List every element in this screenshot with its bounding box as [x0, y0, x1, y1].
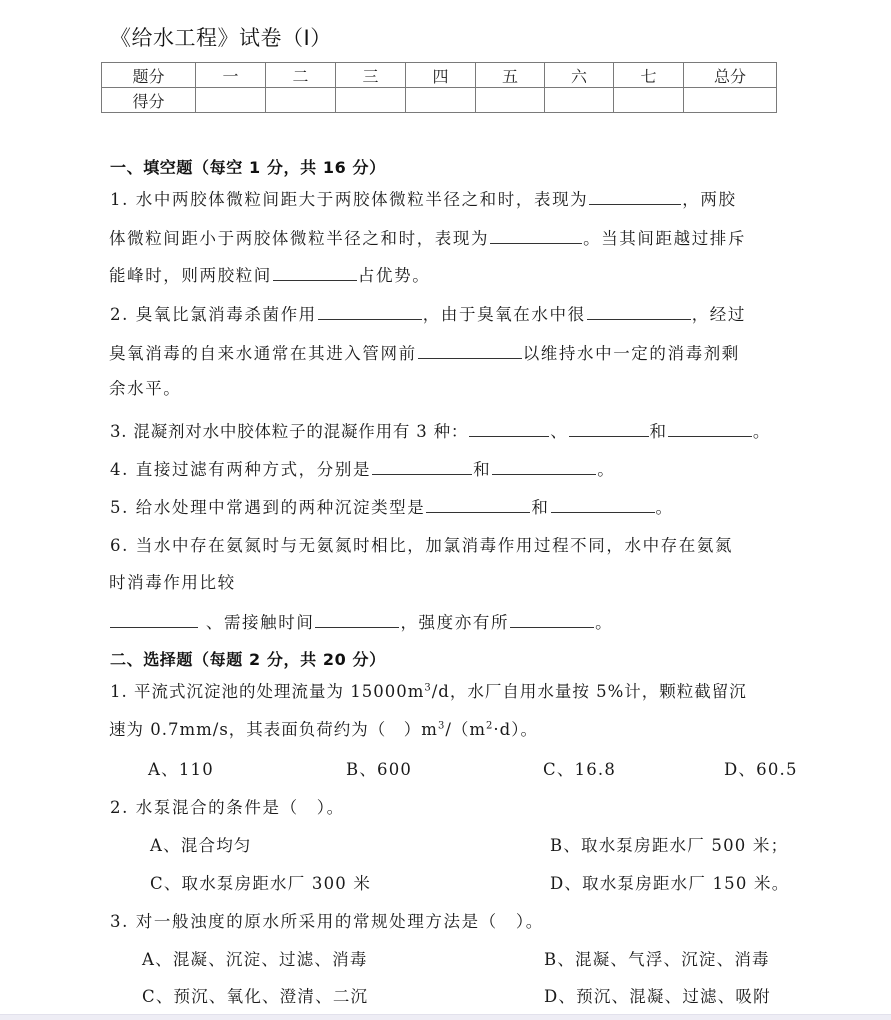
s2-q3-option-b[interactable]: B、混凝、气浮、沉淀、消毒	[544, 950, 770, 969]
score-cell-3[interactable]	[336, 88, 406, 113]
s1-q2-line1	[110, 303, 746, 326]
s1-q2-text: ，由于臭氧在水中很	[422, 305, 586, 324]
s2-q2-option-d[interactable]: D、取水泵房距水厂 150 米。	[550, 874, 790, 893]
s1-q2-text: 2. 臭氧比氯消毒杀菌作用	[110, 305, 317, 324]
s1-q2-line2	[109, 342, 740, 365]
s1-q2-text: 余水平。	[109, 379, 182, 398]
s1-q3	[110, 420, 770, 443]
s1-q1-text: 能峰时，则两胶粒间	[109, 266, 272, 285]
answer-blank[interactable]	[589, 188, 681, 205]
s2-q3-option-c[interactable]: C、预沉、氧化、澄清、二沉	[142, 987, 369, 1006]
answer-blank[interactable]	[510, 611, 594, 628]
header-cell-3: 三	[336, 63, 406, 88]
s1-q2-line3	[109, 378, 181, 400]
s1-q3-text: 。	[752, 422, 771, 441]
s1-q1-text: ，两胶	[682, 190, 737, 209]
answer-blank[interactable]	[315, 611, 399, 628]
s1-q1-text: 。当其间距越过排斥	[583, 229, 747, 248]
score-table-score-row	[102, 88, 777, 113]
s1-q4-text: 。	[597, 460, 616, 479]
bottom-scroll-band	[0, 1014, 891, 1020]
answer-blank[interactable]	[587, 303, 691, 320]
score-cell-total[interactable]	[684, 88, 777, 113]
score-table-header-row	[102, 63, 777, 88]
s2-q1-line1	[110, 681, 747, 703]
s1-q5-text: 和	[531, 498, 550, 517]
s2-q1-option-a[interactable]: A、110	[148, 760, 214, 779]
s1-q1-line2	[109, 227, 746, 250]
s1-q1-text: 体微粒间距小于两胶体微粒半径之和时，表现为	[109, 229, 490, 248]
s2-q1-line2	[109, 719, 538, 741]
s1-q5-text: 5. 给水处理中常遇到的两种沉淀类型是	[110, 498, 426, 517]
s1-q6-text: 6. 当水中存在氨氮时与无氨氮时相比，加氯消毒作用过程不同，水中存在氨氮	[110, 536, 734, 555]
s2-q2-stem: 2. 水泵混合的条件是（ ）。	[110, 798, 345, 817]
s1-q4-text: 和	[473, 460, 492, 479]
s1-q2-text: 臭氧消毒的自来水通常在其进入管网前	[109, 344, 417, 363]
s2-q1-text: 速为 0.7mm/s，其表面负荷约为（ ）m	[109, 720, 438, 739]
superscript: 3	[437, 720, 446, 732]
s2-q3-option-d[interactable]: D、预沉、混凝、过滤、吸附	[544, 987, 771, 1006]
answer-blank[interactable]	[492, 458, 596, 475]
score-cell-4[interactable]	[406, 88, 476, 113]
score-cell-6[interactable]	[545, 88, 614, 113]
s2-q1-text: ·d）。	[493, 720, 538, 739]
s2-q1-text: /d，水厂自用水量按 5%计，颗粒截留沉	[431, 682, 747, 701]
s2-q2-option-b[interactable]: B、取水泵房距水厂 500 米；	[550, 836, 789, 855]
header-cell-4: 四	[406, 63, 476, 88]
answer-blank[interactable]	[668, 420, 752, 437]
header-cell-total: 总分	[684, 63, 777, 88]
superscript: 3	[424, 682, 432, 694]
section2-heading: 二、选择题（每题 2 分，共 20 分）	[110, 650, 386, 669]
s2-q1-option-d[interactable]: D、60.5	[724, 760, 798, 779]
s1-q5	[110, 496, 674, 519]
s1-q1-text: 占优势。	[357, 266, 431, 285]
header-cell-6: 六	[545, 63, 614, 88]
header-cell-1: 一	[196, 63, 266, 88]
answer-blank[interactable]	[569, 420, 649, 437]
s2-q2-option-c[interactable]: C、取水泵房距水厂 300 米	[150, 874, 372, 893]
score-cell-5[interactable]	[476, 88, 545, 113]
s1-q1-text: 1. 水中两胶体微粒间距大于两胶体微粒半径之和时，表现为	[110, 190, 589, 209]
s2-q1-option-c[interactable]: C、16.8	[543, 760, 617, 779]
answer-blank[interactable]	[426, 496, 530, 513]
s1-q6-text: ，强度亦有所	[400, 613, 510, 632]
s1-q3-text: 、	[550, 422, 568, 441]
s1-q5-text: 。	[655, 498, 674, 517]
answer-blank[interactable]	[418, 342, 522, 359]
answer-blank[interactable]	[469, 420, 549, 437]
s1-q6-line3	[109, 611, 613, 634]
answer-blank[interactable]	[551, 496, 655, 513]
s2-q1-text: 1. 平流式沉淀池的处理流量为 15000m	[110, 682, 425, 701]
s1-q2-text: 以维持水中一定的消毒剂剩	[522, 344, 740, 363]
header-cell-label: 题分	[102, 63, 196, 88]
s1-q6-text: 时消毒作用比较	[109, 573, 236, 592]
answer-blank[interactable]	[273, 264, 357, 281]
s1-q1-line1	[110, 188, 737, 211]
s1-q6-line2	[109, 572, 236, 594]
s2-q3-stem: 3. 对一般浊度的原水所采用的常规处理方法是（ ）。	[110, 912, 544, 931]
superscript: 2	[486, 720, 494, 732]
answer-blank[interactable]	[490, 227, 582, 244]
score-table	[101, 62, 777, 113]
s1-q2-text: ，经过	[691, 305, 747, 324]
s1-q6-line1	[110, 535, 733, 557]
header-cell-5: 五	[476, 63, 545, 88]
s1-q3-text: 和	[649, 422, 667, 441]
score-cell-1[interactable]	[196, 88, 266, 113]
header-cell-2: 二	[266, 63, 336, 88]
answer-blank[interactable]	[318, 303, 422, 320]
answer-blank[interactable]	[110, 611, 198, 628]
s2-q3-option-a[interactable]: A、混凝、沉淀、过滤、消毒	[142, 950, 368, 969]
s2-q1-text: /（m	[445, 720, 487, 739]
s1-q1-line3	[109, 264, 430, 287]
header-cell-7: 七	[614, 63, 684, 88]
s2-q2-option-a[interactable]: A、混合均匀	[150, 836, 252, 855]
answer-blank[interactable]	[372, 458, 472, 475]
score-cell-7[interactable]	[614, 88, 684, 113]
s1-q6-text: 。	[595, 613, 614, 632]
s1-q6-text: 、需接触时间	[199, 613, 315, 632]
score-cell-2[interactable]	[266, 88, 336, 113]
s1-q3-text: 3. 混凝剂对水中胶体粒子的混凝作用有 3 种：	[110, 422, 469, 441]
s2-q1-option-b[interactable]: B、600	[346, 760, 413, 779]
score-row-label: 得分	[102, 88, 196, 113]
section1-heading: 一、填空题（每空 1 分，共 16 分）	[110, 158, 386, 177]
s1-q4	[110, 458, 615, 481]
s1-q4-text: 4. 直接过滤有两种方式，分别是	[110, 460, 372, 479]
exam-title: 《给水工程》试卷（I）	[110, 26, 332, 50]
